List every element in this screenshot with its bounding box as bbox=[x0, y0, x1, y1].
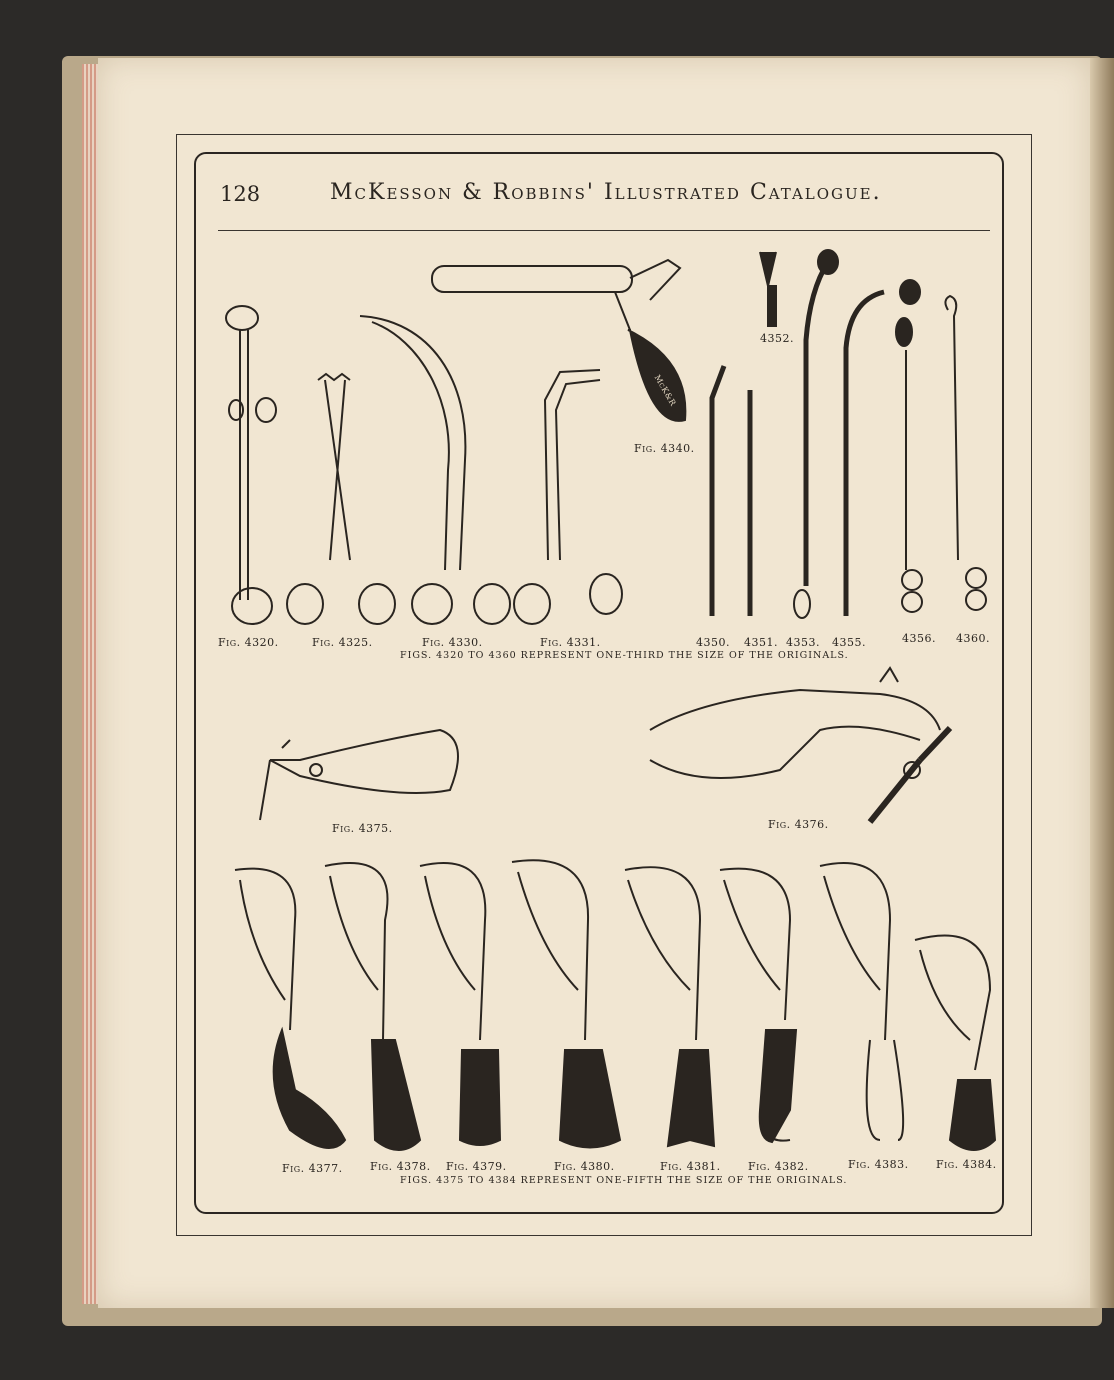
label-fig-4380: Fig. 4380. bbox=[554, 1160, 615, 1173]
forceps-4383 bbox=[820, 863, 903, 1140]
bottom-scale-caption: FIGS. 4375 TO 4384 REPRESENT ONE-FIFTH THE SIZE OF THE ORIGINALS. bbox=[400, 1175, 848, 1186]
label-fig-4384: Fig. 4384. bbox=[936, 1158, 997, 1171]
curved-forceps-illustration bbox=[360, 316, 510, 624]
forceps-4379 bbox=[420, 863, 500, 1145]
forceps-4382 bbox=[720, 869, 796, 1142]
label-4360: 4360. bbox=[956, 632, 990, 645]
label-fig-4383: Fig. 4383. bbox=[848, 1158, 909, 1171]
top-scale-caption: FIGS. 4320 TO 4360 REPRESENT ONE-THIRD THE SIZE OF THE ORIGINALS. bbox=[400, 650, 849, 661]
label-4351: 4351. bbox=[744, 636, 778, 649]
forceps-4377 bbox=[235, 869, 345, 1148]
page-title: McKesson & Robbins' Illustrated Catalogue. bbox=[330, 180, 882, 205]
forceps-4381 bbox=[625, 867, 714, 1146]
label-4350: 4350. bbox=[696, 636, 730, 649]
probes-illustration bbox=[712, 262, 884, 616]
label-4356: 4356. bbox=[902, 632, 936, 645]
label-fig-4378: Fig. 4378. bbox=[370, 1160, 431, 1173]
label-fig-4340: Fig. 4340. bbox=[634, 442, 695, 455]
angled-forceps-illustration bbox=[514, 370, 622, 624]
label-fig-4381: Fig. 4381. bbox=[660, 1160, 721, 1173]
label-fig-4379: Fig. 4379. bbox=[446, 1160, 507, 1173]
forceps-4378 bbox=[325, 863, 420, 1150]
label-fig-4325: Fig. 4325. bbox=[312, 636, 373, 649]
scissors-forceps-illustration bbox=[287, 374, 395, 624]
forceps-4376-illustration bbox=[650, 668, 950, 822]
syringe-illustration bbox=[226, 306, 276, 624]
label-4352: 4352. bbox=[760, 332, 794, 345]
label-fig-4331: Fig. 4331. bbox=[540, 636, 601, 649]
label-fig-4382: Fig. 4382. bbox=[748, 1160, 809, 1173]
forceps-4380 bbox=[512, 860, 620, 1147]
maker-mark-depressor: McK&R bbox=[652, 373, 678, 408]
label-fig-4330: Fig. 4330. bbox=[422, 636, 483, 649]
forceps-4384 bbox=[915, 936, 995, 1150]
obstetric-forceps-illustrations bbox=[235, 860, 995, 1150]
label-fig-4375: Fig. 4375. bbox=[332, 822, 393, 835]
label-fig-4376: Fig. 4376. bbox=[768, 818, 829, 831]
tongue-depressor-illustration bbox=[432, 260, 685, 421]
label-4353: 4353. bbox=[786, 636, 820, 649]
label-4355: 4355. bbox=[832, 636, 866, 649]
label-fig-4377: Fig. 4377. bbox=[282, 1162, 343, 1175]
page-number: 128 bbox=[220, 182, 261, 206]
label-fig-4320: Fig. 4320. bbox=[218, 636, 279, 649]
forceps-4375-illustration bbox=[260, 730, 458, 820]
